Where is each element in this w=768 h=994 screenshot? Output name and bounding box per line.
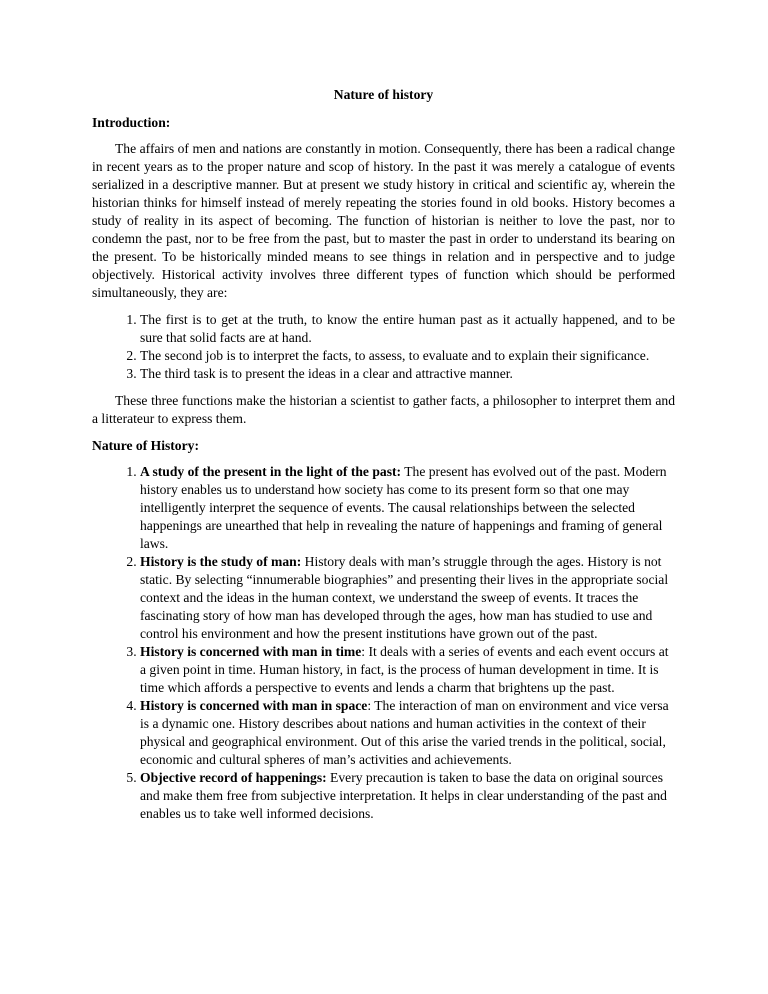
nature-item-lead: History is concerned with man in space — [140, 698, 368, 713]
nature-item-text: : The interaction of man on environment and vice versa is a dynamic one. History describes about nations and human activities in the context of their physical and geographical environment. Out of this arise the varied trends in the political, social, economic and cultural spheres of man’s activities and achievements. — [140, 698, 669, 767]
nature-item-text: History deals with man’s struggle through the ages. History is not static. By selecting “innumerable biographies” and presenting their lives in the appropriate social context and the ideas in the human context, we understand the sweep of events. It traces the fascinating story of how man has developed through the ages, how man has studied to use and control his environment and how the present institutions have grown out of the past. — [140, 554, 669, 641]
nature-item-lead: History is the study of man: — [140, 554, 302, 569]
nature-item — [140, 697, 675, 769]
function-item: 2. The second job is to interpret the facts, to assess, to evaluate and to explain their significance. — [140, 347, 675, 365]
nature-item — [140, 553, 675, 643]
functions-summary-paragraph: These three functions make the historian a scientist to gather facts, a philosopher to interpret them and a litterateur to express them. — [92, 393, 675, 426]
nature-item-lead: A study of the present in the light of the past: — [140, 464, 402, 479]
introduction-paragraph: The affairs of men and nations are constantly in motion. Consequently, there has been a radical change in recent years as to the proper nature and scop of history. In the past it was merely a catalogue of events serialized in a descriptive manner. But at present we study history in critical and scientific ay, wherein the historian thinks for himself instead of merely repeating the stories found in old books. History becomes a study of reality in its aspect of becoming. The function of historian is neither to love the past, nor to condemn the past, nor to be free from the past, but to master the past in order to understand its bearing on the present. To be historically minded means to see things in relation and in perspective and to judge objectively. Historical activity involves three different types of function which should be performed simultaneously, they are: — [92, 141, 675, 300]
nature-heading: Nature of History: — [92, 438, 199, 453]
nature-item-text: : It deals with a series of events and each event occurs at a given point in time. Human history, in fact, is the process of human development in time. It is time which affords a perspective to events and lends a charm that brightens up the past. — [140, 644, 669, 695]
nature-item-text: The present has evolved out of the past. Modern history enables us to understand how society has come to its present form so that one may intelligently interpret the sequence of events. The causal relationships between the selected happenings are unearthed that help in revealing the nature of happenings and framing of general laws. — [140, 464, 667, 551]
function-item: 1. The first is to get at the truth, to know the entire human past as it actually happened, and to be sure that solid facts are at hand. — [140, 311, 675, 347]
function-item: 3. The third task is to present the ideas in a clear and attractive manner. — [140, 365, 675, 383]
nature-item — [140, 463, 675, 553]
nature-item-text: Every precaution is taken to base the data on original sources and make them free from subjective interpretation. It helps in clear understanding of the past and enables us to take well informed decisions. — [140, 770, 667, 821]
functions-list — [92, 311, 675, 383]
nature-item-lead: Objective record of happenings: — [140, 770, 327, 785]
nature-item — [140, 643, 675, 697]
document-page — [92, 86, 675, 823]
introduction-heading: Introduction: — [92, 115, 171, 130]
nature-list — [92, 463, 675, 823]
nature-item-lead: History is concerned with man in time — [140, 644, 362, 659]
page-title: Nature of history — [333, 87, 434, 102]
nature-item — [140, 769, 675, 823]
